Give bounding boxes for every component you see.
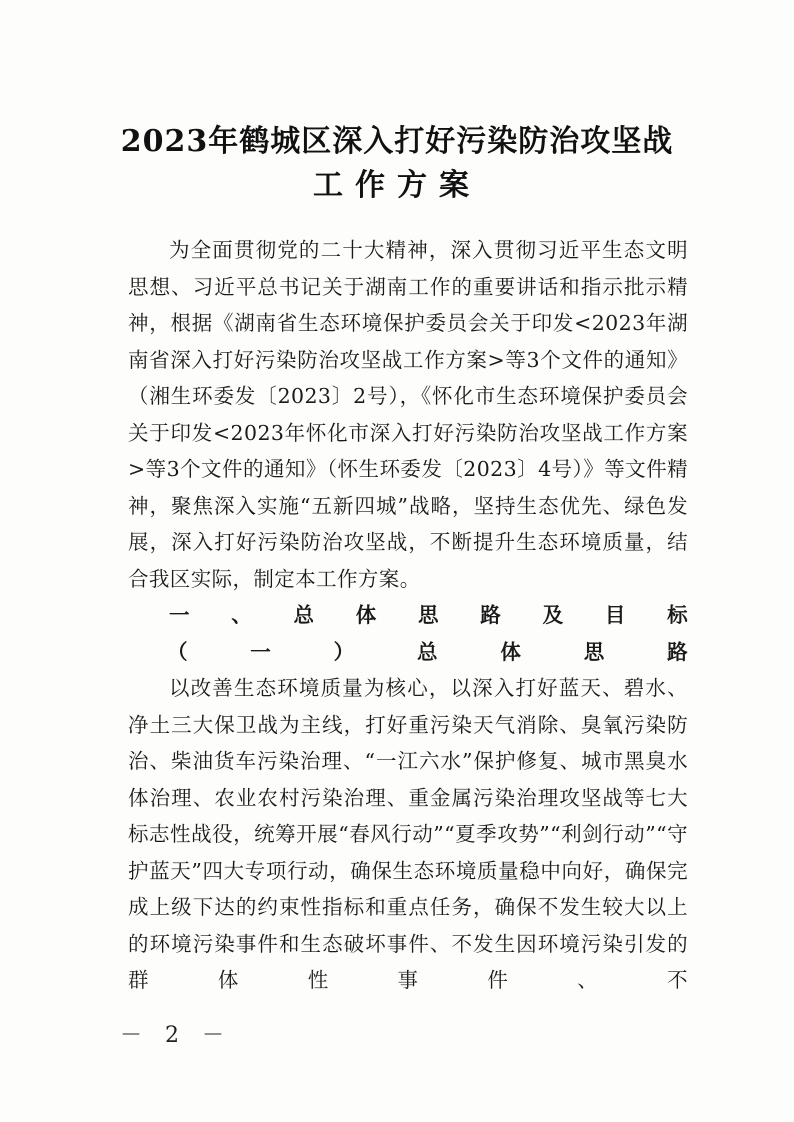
document-title-line1: 2023年鹤城区深入打好污染防治攻坚战 xyxy=(120,124,674,159)
document-body xyxy=(128,232,688,999)
document-title-line2: 工作方案 xyxy=(313,168,481,203)
page-number: － 2 － xyxy=(120,1023,232,1048)
section-heading: 一、总体思路及目标 xyxy=(169,603,688,627)
intro-paragraph: 为全面贯彻党的二十大精神，深入贯彻习近平生态文明思想、习近平总书记关于湖南工作的重要讲话和指示批示精神，根据《湖南省生态环境保护委员会关于印发<2023年湖南省深入打好污染防治攻坚战工作方案>等3个文件的通知》（湘生环委发〔2023〕2号），《怀化市生态环境保护委员会关于印发<2023年怀化市深入打好污染防治攻坚战工作方案>等3个文件的通知》（怀生环委发〔2023〕4号）》等文件精神，聚焦深入实施“五新四城”战略，坚持生态优先、绿色发展，深入打好污染防治攻坚战，不断提升生态环境质量，结合我区实际，制定本工作方案。 xyxy=(128,238,688,591)
subsection-heading: （一）总体思路 xyxy=(166,639,688,664)
subsection-paragraph: 以改善生态环境质量为核心，以深入打好蓝天、碧水、净土三大保卫战为主线，打好重污染天气消除、臭氧污染防治、柴油货车污染治理、“一江六水”保护修复、城市黑臭水体治理、农业农村污染治理、重金属污染治理攻坚战等七大标志性战役，统筹开展“春风行动”“夏季攻势”“利剑行动”“守护蓝天”四大专项行动，确保生态环境质量稳中向好，确保完成上级下达的约束性指标和重点任务，确保不发生较大以上的环境污染事件和生态破坏事件、不发生因环境污染引发的群体性事件、不 xyxy=(128,676,688,992)
